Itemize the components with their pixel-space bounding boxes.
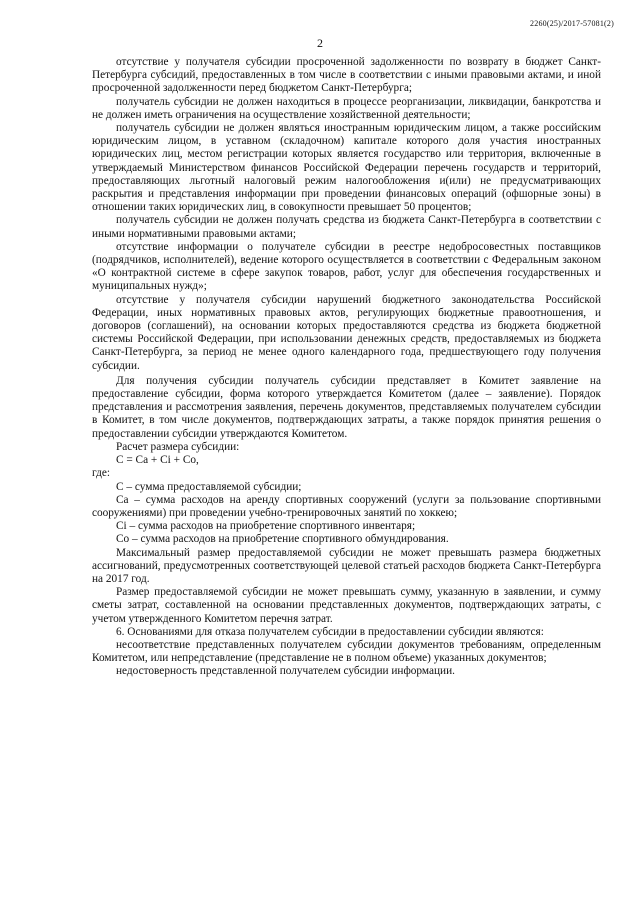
- application-procedure-paragraph: Для получения субсидии получатель субсидии представляет в Комитет заявление на предоставление субсидии, форма которого утверждается Комитетом (далее – заявление). Порядок представления и рассмотрения заявления, перечень документов, представляемых получателем субсидии в Комитет, в том числе документов, подтверждающих затраты, а также порядок принятия решения о предоставлении субсидии утверждаются Комитетом.: [92, 374, 601, 440]
- maximum-subsidy-paragraph: Максимальный размер предоставляемой субсидии не может превышать размера бюджетных ассигнований, предусмотренных соответствующей целевой статьей расходов бюджета Санкт-Петербурга на 2017 год.: [92, 546, 601, 585]
- subsidy-limit-paragraph: Размер предоставляемой субсидии не может превышать сумму, указанную в заявлении, и сумму сметы затрат, составленной на основании представленных документов, подтверждающих затраты, с учетом утвержденного Комитетом перечня затрат.: [92, 586, 601, 625]
- formula-where-label: где:: [92, 467, 110, 480]
- page-number: 2: [317, 36, 323, 50]
- subsidy-formula: С = Са + Сi + Со,: [116, 454, 199, 467]
- condition-no-reorganization: получатель субсидии не должен находиться в процессе реорганизации, ликвидации, банкротства и не должен иметь ограничения на осуществление хозяйственной деятельности;: [92, 95, 601, 121]
- condition-no-overdue-debt: отсутствие у получателя субсидии просроченной задолженности по возврату в бюджет Санкт-Петербурга субсидий, предоставленных в том числе в соответствии с иными правовыми актами, и иной просроченной задолженности перед бюджетом Санкт-Петербурга;: [92, 56, 601, 95]
- formula-term-ci: Сi – сумма расходов на приобретение спортивного инвентаря;: [116, 520, 416, 533]
- formula-term-co: Со – сумма расходов на приобретение спортивного обмундирования.: [116, 533, 449, 546]
- condition-not-in-unfair-suppliers-registry: отсутствие информации о получателе субсидии в реестре недобросовестных поставщиков (подрядчиков, исполнителей), ведение которого осуществляется в соответствии с Федеральным законом «О контрактной системе в сфере закупок товаров, работ, услуг для обеспечения государственных и муниципальных нужд»;: [92, 240, 601, 293]
- document-body: [92, 56, 601, 679]
- condition-no-budget-violations: отсутствие у получателя субсидии нарушений бюджетного законодательства Российской Федерации, иных нормативных правовых актов, регулирующих бюджетные правоотношения, и договоров (соглашений), на основании которых предоставляются средства из бюджета бюджетной системы Российской Федерации, при использовании денежных средств, предоставляемых из бюджета Санкт-Петербурга, за период не менее одного календарного года, предшествующего году получения субсидии.: [92, 293, 601, 372]
- condition-no-other-funding: получатель субсидии не должен получать средства из бюджета Санкт-Петербурга в соответствии с иными нормативными правовыми актами;: [92, 214, 601, 240]
- refusal-grounds-heading: 6. Основаниями для отказа получателем субсидии в предоставлении субсидии являются:: [116, 625, 544, 638]
- condition-not-foreign-entity: получатель субсидии не должен являться иностранным юридическим лицом, а также российским юридическим лицом, в уставном (складочном) капитале которого доля участия иностранных юридических лиц, местом регистрации которых является государство или территория, включенные в утверждаемый Министерством финансов Российской Федерации перечень государств и территорий, предоставляющих льготный налоговый режим налогообложения и(или) не предусматривающих раскрытия и представления информации при проведении финансовых операций (офшорные зоны) в отношении таких юридических лиц, в совокупности превышает 50 процентов;: [92, 122, 601, 214]
- refusal-ground-documents: несоответствие представленных получателем субсидии документов требованиям, определенным Комитетом, или непредставление (представление не в полном объеме) указанных документов;: [92, 638, 601, 665]
- refusal-ground-false-information: недостоверность представленной получателем субсидии информации.: [116, 665, 455, 678]
- formula-term-c: С – сумма предоставляемой субсидии;: [116, 480, 302, 493]
- formula-term-ca: Са – сумма расходов на аренду спортивных сооружений (услуги за пользование спортивными сооружениями) при проведении учебно-тренировочных занятий по хоккею;: [92, 493, 601, 519]
- subsidy-calculation-heading: Расчет размера субсидии:: [116, 440, 240, 453]
- document-registration-code: 2260(25)/2017-57081(2): [530, 19, 614, 28]
